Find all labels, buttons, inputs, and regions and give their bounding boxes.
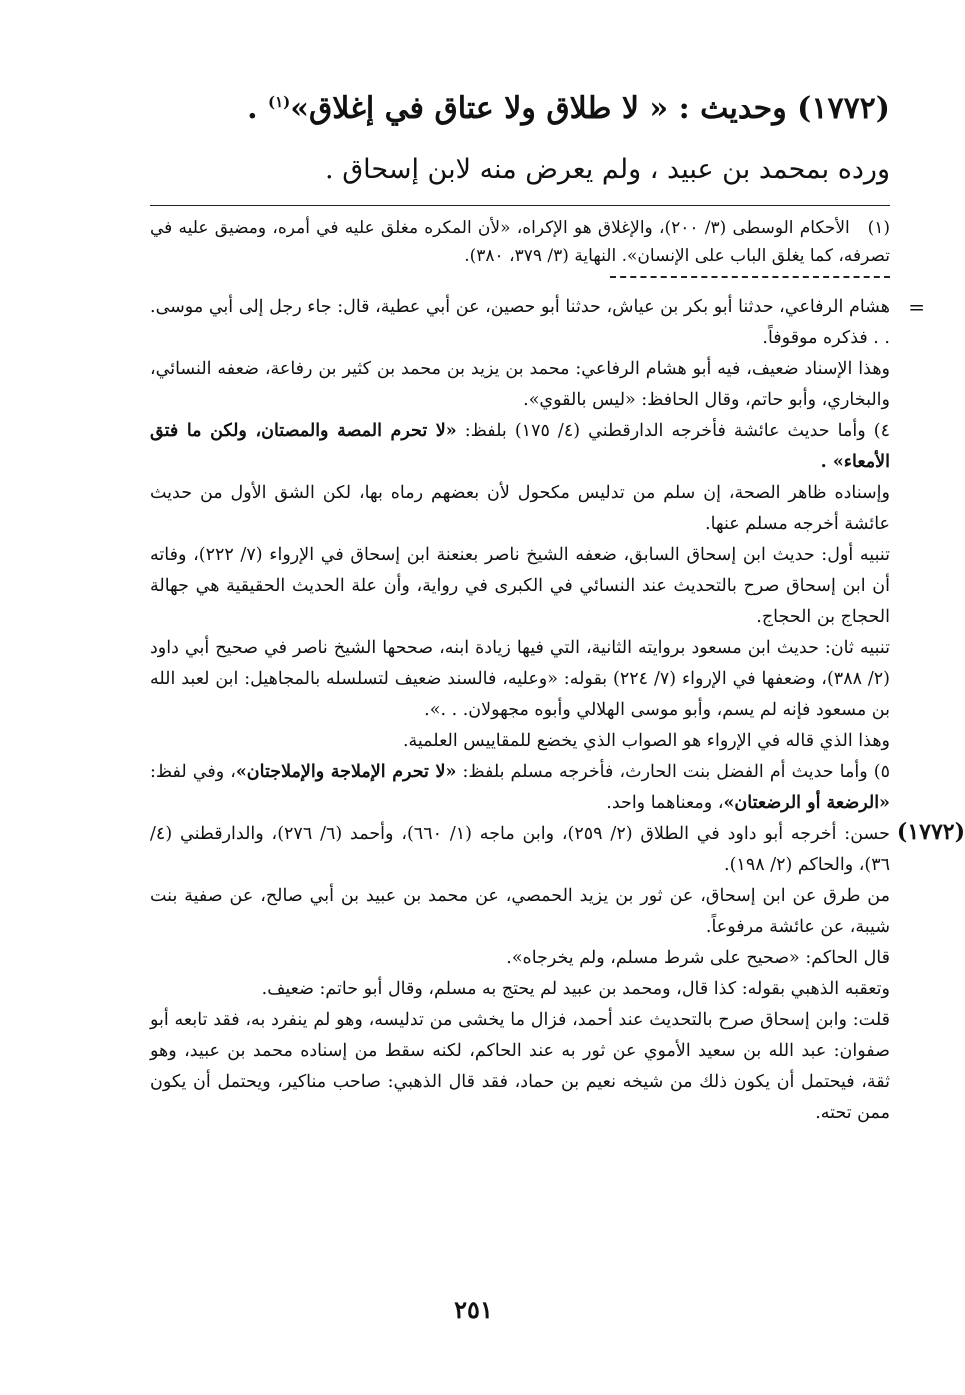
commentary-paragraph-8 <box>150 757 890 819</box>
continuation-mark: = <box>908 295 925 319</box>
footnote <box>150 214 890 270</box>
entry-paragraph-2: من طرق عن ابن إسحاق، عن ثور بن يزيد الحمصي، عن محمد بن عبيد بن أبي صالح، عن صفية بنت شيبة، عن عائشة مرفوعاً. <box>150 886 890 937</box>
commentary-note-2: تنبيه ثان: حديث ابن مسعود بروايته الثانية، التي فيها زيادة ابنه، صححها الشيخ ناصر في صحيح أبي داود (٢/ ٣٨٨)، وضعفها في الإرواء (٧/ ٢٢٤) بقوله: «وعليه، فالسند ضعيف لتسلسله بالمجاهيل: ابن لعبد الله بن مسعود فإنه لم يسم، وأبو موسى الهلالي وأبوه مجهولان. . .». <box>150 638 890 720</box>
footnote-reference: (١) <box>268 93 291 111</box>
commentary-paragraph-7: وهذا الذي قاله في الإرواء هو الصواب الذي يخضع للمقاييس العلمية. <box>402 731 890 751</box>
umm-fadl-mid: ، وفي لفظ: <box>150 762 236 782</box>
heading-end-dot: . <box>247 91 258 126</box>
commentary-paragraph-4: وإسناده ظاهر الصحة، إن سلم من تدليس مكحول لأن بعضهم رماه بها، لكن الشق الأول من حديث عائشة أخرجه مسلم عنها. <box>150 483 890 534</box>
entry-paragraph-3: قال الحاكم: «صحيح على شرط مسلم، ولم يخرجاه». <box>506 948 890 968</box>
entry-paragraph-5: قلت: وابن إسحاق صرح بالتحديث عند أحمد، فزال ما يخشى من تدليسه، وهو لم ينفرد به، فقد تابعه أبو صفوان: عبد الله بن سعيد الأموي عن ثور به عند الحاكم، لكنه سقط من إسناده محمد بن عبيد، وهو ثقة، فيحتمل أن يكون ذلك من شيخه نعيم بن حماد، فقد قال الذهبي: صاحب مناكير، ويحتمل أن يكون ممن تحته. <box>150 1010 890 1123</box>
footnote-divider <box>150 205 890 206</box>
dashed-divider <box>610 276 890 278</box>
hadith-intro: وحديث : <box>678 91 787 126</box>
entry-1772 <box>150 819 965 881</box>
hadith-subline: ورده بمحمد بن عبيد ، ولم يعرض منه لابن إسحاق . <box>325 154 890 185</box>
hadith-text: « لا طلاق ولا عتاق في إغلاق» <box>290 91 669 126</box>
commentary-paragraph-3 <box>150 416 890 478</box>
commentary-section <box>150 292 965 1129</box>
entry-number: (١٧٧٢) <box>896 819 965 845</box>
entry-paragraph-4: وتعقبه الذهبي بقوله: كذا قال، ومحمد بن عبيد لم يحتج به مسلم، وقال أبو حاتم: ضعيف. <box>261 979 890 999</box>
hadith-heading <box>150 80 890 131</box>
aisha-hadith-intro: ٤) وأما حديث عائشة فأخرجه الدارقطني (٤/ ١٧٥) بلفظ: <box>464 421 890 441</box>
commentary-paragraph-2: وهذا الإسناد ضعيف، فيه أبو هشام الرفاعي: محمد بن يزيد بن محمد بن كثير بن رفاعة، ضعفه النسائي، والبخاري، وأبو حاتم، وقال الحافظ: «ليس بالقوي». <box>150 359 890 410</box>
hadith-number: (١٧٧٢) <box>797 91 890 126</box>
umm-fadl-intro: ٥) وأما حديث أم الفضل بنت الحارث، فأخرجه مسلم بلفظ: <box>462 762 890 782</box>
umm-fadl-text-1: «لا تحرم الإملاجة والإملاجتان» <box>235 762 457 782</box>
umm-fadl-text-2: «الرضعة أو الرضعتان» <box>723 793 890 813</box>
commentary-paragraph-1: هشام الرفاعي، حدثنا أبو بكر بن عياش، حدثنا أبو حصين، عن أبي عطية، قال: جاء رجل إلى أبي موسى. . . فذكره موقوفاً. <box>150 297 890 348</box>
page-number: ٢٥١ <box>454 1295 493 1324</box>
aisha-hadith-text: «لا تحرم المصة والمصتان، ولكن ما فتق الأمعاء» . <box>150 421 890 472</box>
commentary-note-1: تنبيه أول: حديث ابن إسحاق السابق، ضعفه الشيخ ناصر بعنعنة ابن إسحاق في الإرواء (٧/ ٢٢٢)، وفاته أن ابن إسحاق صرح بالتحديث عند النسائي في الكبرى في رواية، وأن علة الحديث الحقيقية هي جهالة الحجاج بن الحجاج. <box>150 545 890 627</box>
footnote-text: الأحكام الوسطى (٣/ ٢٠٠)، والإغلاق هو الإكراه، «لأن المكره مغلق عليه في أمره، ومضيق عليه في تصرفه، كما يغلق الباب على الإنسان». النهاية (٣/ ٣٧٩، ٣٨٠). <box>150 218 890 266</box>
page-content <box>150 80 965 1129</box>
footnote-number: (١) <box>867 218 890 238</box>
entry-paragraph-1: حسن: أخرجه أبو داود في الطلاق (٢/ ٢٥٩)، وابن ماجه (١/ ٦٦٠)، وأحمد (٦/ ٢٧٦)، والدارقطني (٤/ ٣٦)، والحاكم (٢/ ١٩٨). <box>150 824 890 875</box>
umm-fadl-end: ، ومعناهما واحد. <box>606 793 724 813</box>
